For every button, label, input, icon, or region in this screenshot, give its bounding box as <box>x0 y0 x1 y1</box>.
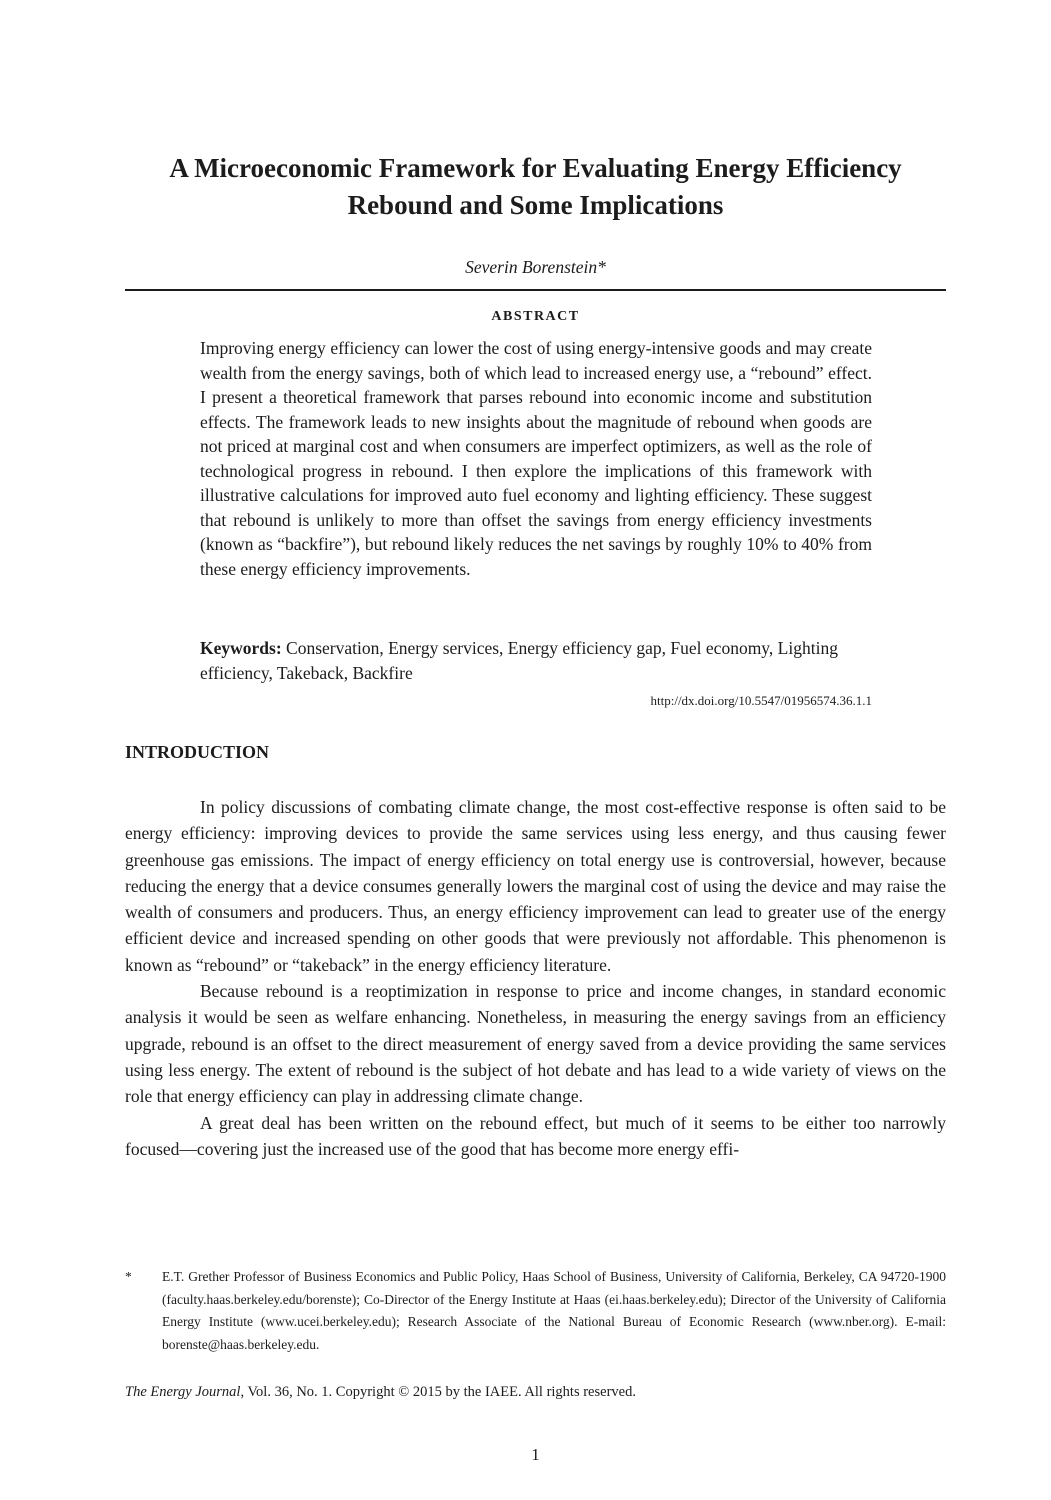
journal-name: The Energy Journal <box>125 1384 241 1400</box>
paper-title <box>125 150 946 224</box>
paper-title-line-1: A Microeconomic Framework for Evaluating Energy Efficiency <box>169 153 902 183</box>
section-heading-introduction: INTRODUCTION <box>125 742 270 762</box>
citation-details: , Vol. 36, No. 1. Copyright © 2015 by the IAEE. All rights reserved. <box>240 1384 636 1400</box>
author-footnote <box>125 1266 946 1356</box>
doi-link[interactable]: http://dx.doi.org/10.5547/01956574.36.1.1 <box>650 693 872 708</box>
header-rule <box>125 289 946 291</box>
keywords <box>200 636 872 685</box>
author-name: Severin Borenstein* <box>465 257 606 277</box>
body-paragraph-2: Because rebound is a reoptimization in response to price and income changes, in standard economic analysis it would be seen as welfare enhancing. Nonetheless, in measuring the energy savings from an efficiency upgrade, rebound is an offset to the direct measurement of energy saved from a device providing the same services using less energy. The extent of rebound is the subject of hot debate and has lead to a wide variety of views on the role that energy efficiency can play in addressing climate change. <box>125 981 946 1107</box>
abstract-text: Improving energy efficiency can lower the cost of using energy-intensive goods and may create wealth from the energy savings, both of which lead to increased energy use, a “rebound” effect. I present a theoretical framework that parses rebound into economic income and substitution effects. The framework leads to new insights about the magnitude of rebound when goods are not priced at marginal cost and when consumers are imperfect optimizers, as well as the role of technological progress in rebound. I then explore the implications of this framework with illustrative calculations for improved auto fuel economy and lighting efficiency. These suggest that rebound is unlikely to more than offset the savings from energy efficiency investments (known as “backfire”), but rebound likely reduces the net savings by roughly 10% to 40% from these energy efficiency improvements. <box>200 338 872 579</box>
footnote-text: E.T. Grether Professor of Business Economics and Public Policy, Haas School of Business, University of California, Berkeley, CA 94720-1900 (faculty.haas.berkeley.edu/borenste); Co-Director of the Energy Institute at Haas (ei.haas.berkeley.edu); Director of the University of California Energy Institute (www.ucei.berkeley.edu); Research Associate of the National Bureau of Economic Research (www.nber.org). E-mail: borenste@haas.berkeley.edu. <box>162 1269 946 1352</box>
introduction-body <box>125 794 946 1162</box>
body-paragraph-1: In policy discussions of combating climate change, the most cost-effective response is often said to be energy efficiency: improving devices to provide the same services using less energy, and thus causing fewer greenhouse gas emissions. The impact of energy efficiency on total energy use is controversial, however, because reducing the energy that a device consumes generally lowers the marginal cost of using the device and may raise the wealth of consumers and producers. Thus, an energy efficiency improvement can lead to greater use of the energy efficient device and increased spending on other goods that were previously not affordable. This phenomenon is known as “rebound” or “takeback” in the energy efficiency literature. <box>125 797 946 975</box>
journal-citation <box>125 1382 636 1402</box>
body-paragraph-3: A great deal has been written on the rebound effect, but much of it seems to be either too narrowly focused—covering just the increased use of the good that has become more energy effi- <box>125 1112 946 1159</box>
page-number: 1 <box>531 1445 540 1464</box>
abstract-heading: ABSTRACT <box>491 309 580 324</box>
keywords-label: Keywords: <box>200 638 282 658</box>
footnote-mark: * <box>125 1269 132 1284</box>
keywords-list: Conservation, Energy services, Energy efficiency gap, Fuel economy, Lighting efficiency, Takeback, Backfire <box>200 638 838 683</box>
paper-title-line-2: Rebound and Some Implications <box>347 190 724 220</box>
